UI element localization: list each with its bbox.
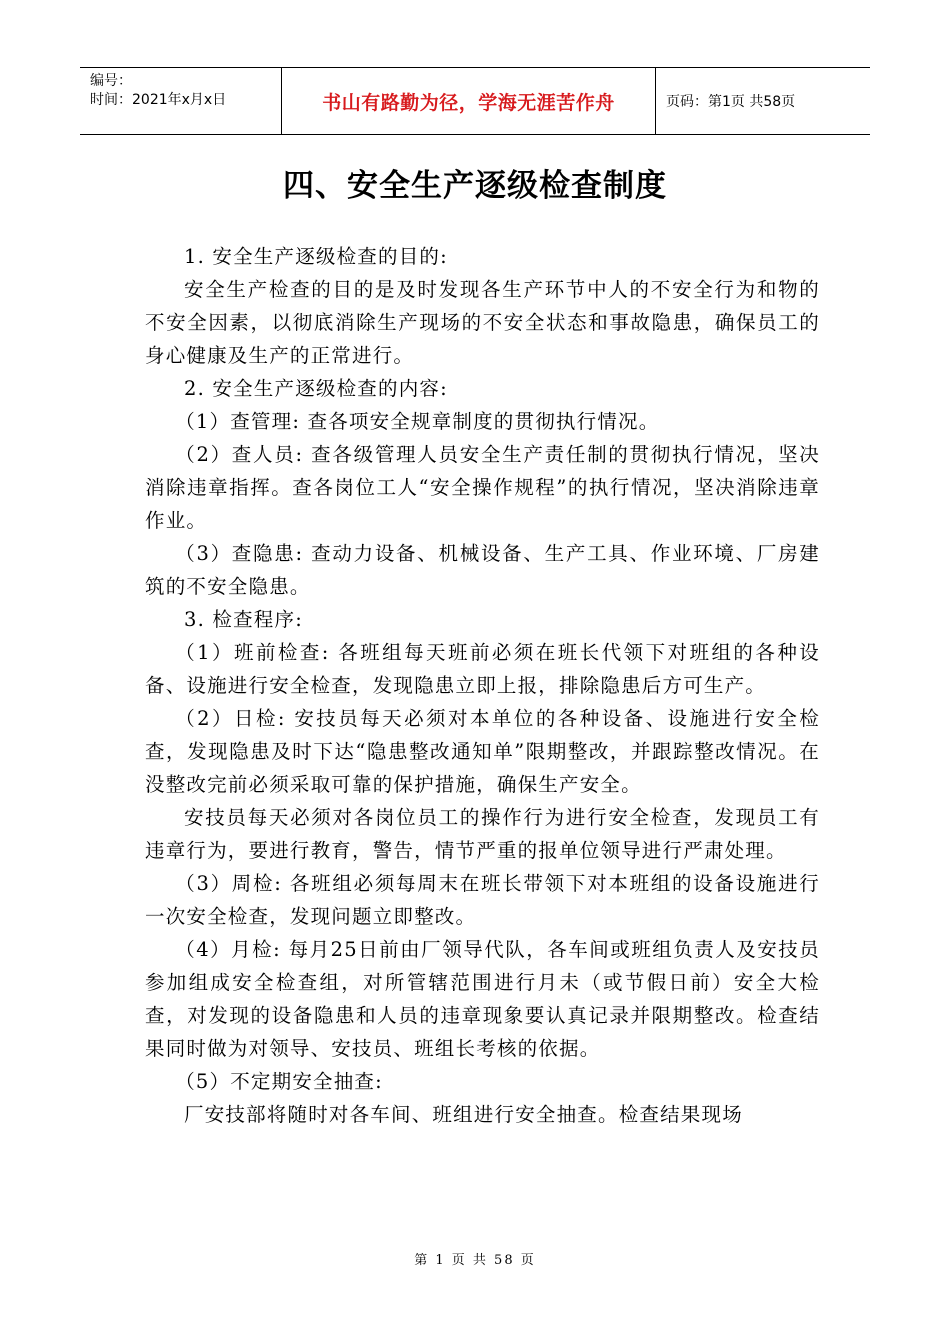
paragraph: 安技员每天必须对各岗位员工的操作行为进行安全检查，发现员工有违章行为，要进行教育，警告，情节严重的报单位领导进行严肃处理。 (145, 806, 820, 862)
header-page-info: 页码：第1页 共58页 (666, 94, 796, 110)
paragraph: 3. 检查程序: (184, 608, 303, 631)
paragraph: （4）月检: 每月25日前由厂领导代队，各车间或班组负责人及安技员参加组成安全检查组，对所管辖范围进行月未（或节假日前）安全大检查，对发现的设备隐患和人员的违章现象要认真记录并限期整改。检查结果同时做为对领导、安技员、班组长考核的依据。 (145, 938, 820, 1060)
paragraph: 安全生产检查的目的是及时发现各生产环节中人的不安全行为和物的不安全因素，以彻底消除生产现场的不安全状态和事故隐患，确保员工的身心健康及生产的正常进行。 (145, 278, 820, 367)
paragraph: （1）查管理: 查各项安全规章制度的贯彻执行情况。 (175, 410, 660, 433)
paragraph: 1. 安全生产逐级检查的目的: (184, 245, 448, 268)
page-footer: 第 1 页 共 58 页 (414, 1253, 536, 1268)
paragraph: （2）查人员: 查各级管理人员安全生产责任制的贯彻执行情况，坚决消除违章指挥。查各岗位工人“安全操作规程”的执行情况，坚决消除违章作业。 (145, 443, 820, 532)
document-title: 四、安全生产逐级检查制度 (283, 168, 667, 204)
paragraph: （2）日检: 安技员每天必须对本单位的各种设备、设施进行安全检查，发现隐患及时下达“隐患整改通知单”限期整改，并跟踪整改情况。在没整改完前必须采取可靠的保护措施，确保生产安全。 (145, 707, 820, 796)
document-body (145, 240, 820, 1131)
paragraph: （5）不定期安全抽查: (175, 1070, 383, 1093)
paragraph: （3）查隐患: 查动力设备、机械设备、生产工具、作业环境、厂房建筑的不安全隐患。 (145, 542, 820, 598)
paragraph: （3）周检: 各班组必须每周末在班长带领下对本班组的设备设施进行一次安全检查，发现问题立即整改。 (145, 872, 820, 928)
header-motto: 书山有路勤为径，学海无涯苦作舟 (282, 68, 656, 134)
document-number-label: 编号： (90, 73, 132, 89)
paragraph: 2. 安全生产逐级检查的内容: (184, 377, 448, 400)
document-date: 时间：2021年x月x日 (90, 92, 227, 108)
paragraph: 厂安技部将随时对各车间、班组进行安全抽查。检查结果现场 (184, 1103, 743, 1126)
header-meta (80, 68, 282, 134)
page-header (80, 67, 870, 135)
paragraph: （1）班前检查: 各班组每天班前必须在班长代领下对班组的各种设备、设施进行安全检查，发现隐患立即上报，排除隐患后方可生产。 (145, 641, 820, 697)
